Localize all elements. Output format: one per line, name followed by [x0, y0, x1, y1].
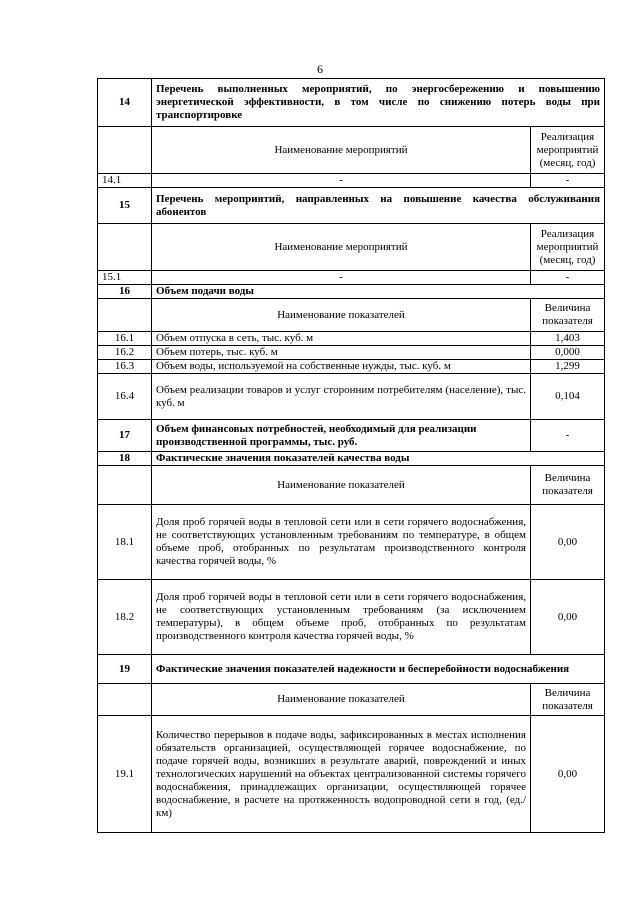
column-header-name: Наименование показателей: [152, 299, 531, 332]
row-value: 1,403: [531, 332, 605, 346]
section-header-row: [98, 452, 605, 466]
section-number: 15: [98, 188, 152, 224]
section-number: 16: [98, 285, 152, 299]
row-number: 16.4: [98, 374, 152, 420]
column-header-value: Реализация мероприятий (месяц, год): [531, 127, 605, 174]
row-name: Доля проб горячей воды в тепловой сети или в сети горячего водоснабжения, не соответствующих установленным требованиям по температуре, в общем объеме проб, отобранных по результатам производственного контроля качества горячей воды, %: [152, 505, 531, 580]
column-header-name: Наименование мероприятий: [152, 224, 531, 271]
program-table: [97, 78, 605, 833]
row-name: Объем реализации товаров и услуг сторонним потребителям (население), тыс. куб. м: [152, 374, 531, 420]
row-number: 14.1: [98, 174, 152, 188]
section-value: -: [531, 420, 605, 452]
row-number: 18.1: [98, 505, 152, 580]
row-number: 16.2: [98, 346, 152, 360]
section-title: Фактические значения показателей качества воды: [152, 452, 605, 466]
table-row: [98, 716, 605, 833]
column-header-name: Наименование показателей: [152, 684, 531, 716]
table-row: [98, 580, 605, 655]
table-row: [98, 174, 605, 188]
row-name: Количество перерывов в подаче воды, зафиксированных в местах исполнения обязательств организацией, осуществляющей горячее водоснабжение, по подаче горячей воды, возникших в результате аварий, повреждений и иных технологических нарушений на объектах централизованной системы горячего водоснабжения, принадлежащих организации, осуществляющей горячее водоснабжение, в расчете на протяженность водопроводной сети в год, (ед./км): [152, 716, 531, 833]
row-name: -: [152, 271, 531, 285]
section-title: Объем финансовых потребностей, необходимый для реализации производственной программы, тыс. руб.: [152, 420, 531, 452]
row-name: Объем отпуска в сеть, тыс. куб. м: [152, 332, 531, 346]
section-header-row: [98, 285, 605, 299]
section-title: Объем подачи воды: [152, 285, 605, 299]
section-number: 14: [98, 79, 152, 127]
column-header-row: [98, 299, 605, 332]
row-number: 16.1: [98, 332, 152, 346]
row-name: Доля проб горячей воды в тепловой сети или в сети горячего водоснабжения, не соответствующих установленным требованиям (за исключением температуры), в общем объеме проб, отобранных по результатам производственного контроля качества горячей воды, %: [152, 580, 531, 655]
column-header-value: Реализация мероприятий (месяц, год): [531, 224, 605, 271]
row-name: Объем воды, используемой на собственные нужды, тыс. куб. м: [152, 360, 531, 374]
section-title: Фактические значения показателей надежности и бесперебойности водоснабжения: [152, 655, 605, 684]
column-header-value: Величина показателя: [531, 299, 605, 332]
section-header-row: [98, 79, 605, 127]
section-title: Перечень выполненных мероприятий, по энергосбережению и повышению энергетической эффективности, в том числе по снижению потерь воды при транспортировке: [152, 79, 605, 127]
table-row: [98, 505, 605, 580]
row-value: 0,000: [531, 346, 605, 360]
table-row: [98, 360, 605, 374]
row-value: 0,104: [531, 374, 605, 420]
row-number: 16.3: [98, 360, 152, 374]
section-number: 18: [98, 452, 152, 466]
row-value: 1,299: [531, 360, 605, 374]
section-header-row: [98, 188, 605, 224]
column-header-row: [98, 127, 605, 174]
section-number: 17: [98, 420, 152, 452]
row-number: 18.2: [98, 580, 152, 655]
column-header-value: Величина показателя: [531, 684, 605, 716]
row-number: 19.1: [98, 716, 152, 833]
table-row: [98, 346, 605, 360]
row-name: Объем потерь, тыс. куб. м: [152, 346, 531, 360]
table-row: [98, 332, 605, 346]
section-number: 19: [98, 655, 152, 684]
row-value: -: [531, 174, 605, 188]
page-number: 6: [317, 62, 323, 76]
table-row: [98, 374, 605, 420]
section-header-row: [98, 420, 605, 452]
row-value: -: [531, 271, 605, 285]
column-header-row: [98, 466, 605, 505]
table-row: [98, 271, 605, 285]
row-number: 15.1: [98, 271, 152, 285]
column-header-name: Наименование мероприятий: [152, 127, 531, 174]
section-header-row: [98, 655, 605, 684]
row-value: 0,00: [531, 505, 605, 580]
column-header-value: Величина показателя: [531, 466, 605, 505]
row-value: 0,00: [531, 580, 605, 655]
section-title: Перечень мероприятий, направленных на повышение качества обслуживания абонентов: [152, 188, 605, 224]
column-header-row: [98, 684, 605, 716]
row-value: 0,00: [531, 716, 605, 833]
row-name: -: [152, 174, 531, 188]
column-header-name: Наименование показателей: [152, 466, 531, 505]
column-header-row: [98, 224, 605, 271]
